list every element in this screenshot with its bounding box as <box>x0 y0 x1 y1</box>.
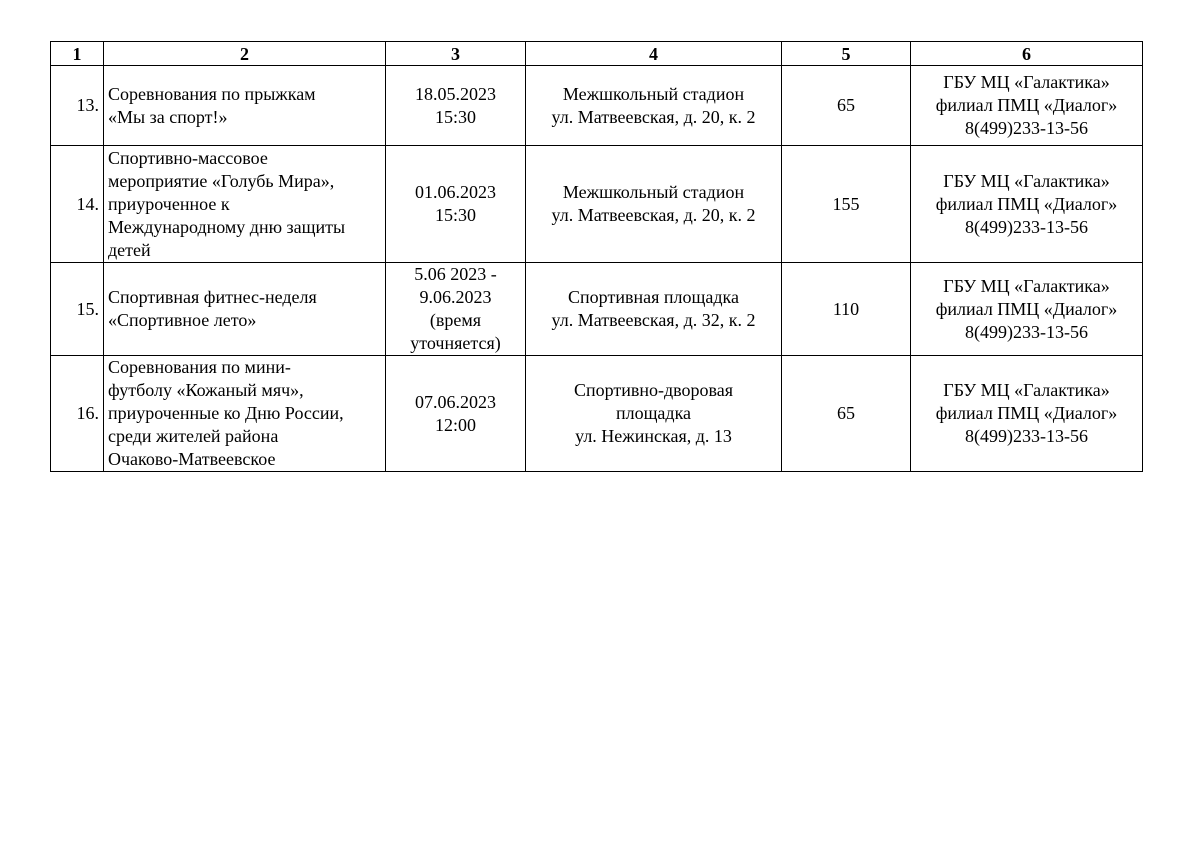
organizer-line: филиал ПМЦ «Диалог» <box>935 403 1118 423</box>
event-place-line: Спортивная площадка <box>568 287 739 307</box>
table-row <box>51 263 1143 356</box>
event-date-line: 5.06 2023 - <box>414 264 497 284</box>
organizer-line: ГБУ МЦ «Галактика» <box>943 275 1110 296</box>
event-place-line: ул. Матвеевская, д. 32, к. 2 <box>551 310 756 330</box>
organizer-line: филиал ПМЦ «Диалог» <box>935 298 1118 319</box>
event-name-line: Спортивная фитнес-неделя <box>108 287 317 307</box>
organizer-phone: 8(499)233-13-56 <box>965 426 1088 446</box>
organizer <box>911 66 1143 146</box>
event-date <box>386 146 526 263</box>
event-name-line: Международному дню защиты <box>108 216 346 237</box>
event-name-line: Очаково-Матвеевское <box>108 449 276 469</box>
event-date-line: (время <box>429 310 482 330</box>
row-number: 14. <box>51 146 104 263</box>
event-date <box>386 66 526 146</box>
events-table <box>50 41 1143 472</box>
event-name-line: Соревнования по мини- <box>108 357 291 377</box>
table-row <box>51 66 1143 146</box>
event-place-line: Спортивно-дворовая <box>573 380 734 400</box>
event-place-line: ул. Матвеевская, д. 20, к. 2 <box>551 106 756 127</box>
organizer-line: филиал ПМЦ «Диалог» <box>935 95 1118 115</box>
event-name-line: Спортивно-массовое <box>108 147 268 168</box>
event-date-line: 07.06.2023 <box>415 391 496 412</box>
event-date <box>386 356 526 472</box>
row-number: 15. <box>51 263 104 356</box>
event-date-line: 12:00 <box>434 414 476 435</box>
event-name <box>104 66 386 146</box>
organizer <box>911 146 1143 263</box>
event-name <box>104 263 386 356</box>
event-place-line: площадка <box>615 403 692 423</box>
event-date-line: 9.06.2023 <box>419 287 492 307</box>
event-date-line: 15:30 <box>434 205 476 225</box>
event-name-line: футболу «Кожаный мяч», <box>108 380 304 400</box>
event-place-line: ул. Нежинская, д. 13 <box>575 426 732 446</box>
event-name-line: среди жителей района <box>108 426 279 446</box>
organizer-line: филиал ПМЦ «Диалог» <box>935 193 1118 214</box>
organizer-phone: 8(499)233-13-56 <box>965 118 1088 138</box>
participant-count: 110 <box>782 263 911 356</box>
event-date-line: 01.06.2023 <box>415 182 496 202</box>
row-number: 16. <box>51 356 104 472</box>
event-name-line: детей <box>108 239 151 260</box>
event-date-line: 15:30 <box>434 106 476 127</box>
event-date-line: уточняется) <box>410 333 501 353</box>
event-date <box>386 263 526 356</box>
header-col-6: 6 <box>911 42 1143 66</box>
header-col-5: 5 <box>782 42 911 66</box>
table-row <box>51 146 1143 263</box>
row-number: 13. <box>51 66 104 146</box>
participant-count: 65 <box>782 356 911 472</box>
header-row <box>51 42 1143 66</box>
organizer <box>911 356 1143 472</box>
header-col-1: 1 <box>51 42 104 66</box>
event-name <box>104 356 386 472</box>
event-place <box>526 263 782 356</box>
event-place <box>526 146 782 263</box>
event-name-line: приуроченное к <box>108 193 230 214</box>
event-name-line: «Спортивное лето» <box>108 310 257 330</box>
event-place-line: Межшкольный стадион <box>562 182 745 202</box>
organizer-phone: 8(499)233-13-56 <box>965 216 1088 237</box>
event-date-line: 18.05.2023 <box>415 83 496 104</box>
organizer-line: ГБУ МЦ «Галактика» <box>943 380 1110 400</box>
organizer-phone: 8(499)233-13-56 <box>965 321 1088 342</box>
event-name-line: «Мы за спорт!» <box>108 106 228 127</box>
table-row <box>51 356 1143 472</box>
event-name-line: приуроченные ко Дню России, <box>108 403 344 423</box>
event-place <box>526 356 782 472</box>
participant-count: 65 <box>782 66 911 146</box>
organizer <box>911 263 1143 356</box>
event-name-line: мероприятие «Голубь Мира», <box>108 170 335 191</box>
event-name-line: Соревнования по прыжкам <box>108 83 316 104</box>
header-col-2: 2 <box>104 42 386 66</box>
header-col-3: 3 <box>386 42 526 66</box>
event-place-line: Межшкольный стадион <box>562 83 745 104</box>
header-col-4: 4 <box>526 42 782 66</box>
event-place-line: ул. Матвеевская, д. 20, к. 2 <box>551 205 756 225</box>
participant-count: 155 <box>782 146 911 263</box>
organizer-line: ГБУ МЦ «Галактика» <box>943 72 1110 92</box>
event-name <box>104 146 386 263</box>
event-place <box>526 66 782 146</box>
organizer-line: ГБУ МЦ «Галактика» <box>943 170 1110 191</box>
